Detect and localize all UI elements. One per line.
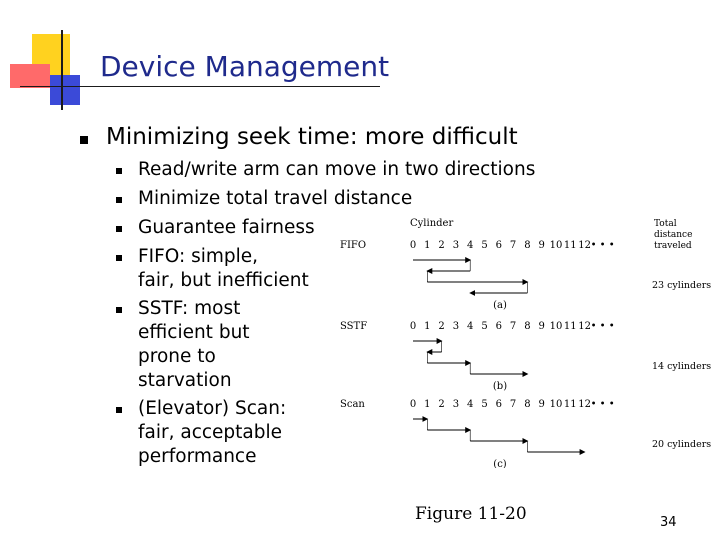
total-distance-header: distance bbox=[654, 230, 693, 240]
cylinder-number: • • • bbox=[590, 399, 615, 410]
main-bullet-text: Minimizing seek time: more difficult bbox=[106, 124, 518, 150]
total-distance-header: traveled bbox=[654, 241, 692, 251]
cylinder-number: 7 bbox=[509, 321, 517, 332]
panel-total-distance: 20 cylinders bbox=[652, 439, 712, 450]
panel-label: FIFO bbox=[340, 240, 367, 251]
bullet-marker bbox=[116, 407, 122, 413]
cylinder-number: 0 bbox=[409, 240, 417, 251]
cylinder-number: • • • bbox=[590, 321, 615, 332]
logo-vertical-line bbox=[61, 30, 63, 110]
panel-part-label: (c) bbox=[493, 459, 507, 468]
sub-bullet-continuation: fair, but inefficient bbox=[138, 270, 309, 291]
cylinder-number: 11 bbox=[563, 240, 577, 251]
sub-bullet-item: Guarantee fairness bbox=[138, 217, 315, 238]
sub-bullet-item: Minimize total travel distance bbox=[138, 188, 413, 209]
cylinder-number: 7 bbox=[509, 240, 517, 251]
logo-blue-square bbox=[50, 75, 80, 105]
cylinder-number: 2 bbox=[438, 321, 445, 332]
cylinder-header: Cylinder bbox=[410, 218, 454, 229]
cylinder-number: 11 bbox=[563, 399, 577, 410]
cylinder-number: 9 bbox=[538, 240, 545, 251]
panel-label: SSTF bbox=[340, 321, 368, 332]
sub-bullet-item: Read/write arm can move in two directions bbox=[138, 159, 536, 180]
cylinder-number: 5 bbox=[481, 240, 488, 251]
sub-bullet-continuation: starvation bbox=[138, 370, 232, 391]
sub-bullet-continuation: prone to bbox=[138, 346, 216, 367]
cylinder-number: 1 bbox=[424, 321, 431, 332]
cylinder-number: 9 bbox=[538, 321, 545, 332]
cylinder-number: 5 bbox=[481, 321, 488, 332]
cylinder-number: 12 bbox=[578, 321, 591, 332]
cylinder-number: 4 bbox=[467, 321, 474, 332]
panel-total-distance: 23 cylinders bbox=[652, 280, 712, 291]
cylinder-number: 4 bbox=[467, 240, 474, 251]
sub-bullet-item: FIFO: simple, bbox=[138, 246, 259, 267]
cylinder-number: 7 bbox=[509, 399, 517, 410]
logo-horizontal-line bbox=[20, 86, 380, 87]
total-distance-header: Total bbox=[654, 219, 677, 229]
panel-label: Scan bbox=[340, 399, 365, 410]
cylinder-number: 1 bbox=[424, 240, 431, 251]
sub-bullet-continuation: efficient but bbox=[138, 322, 250, 343]
cylinder-number: 3 bbox=[452, 240, 460, 251]
panel-total-distance: 14 cylinders bbox=[652, 361, 712, 372]
cylinder-number: 8 bbox=[524, 399, 531, 410]
cylinder-number: 0 bbox=[409, 321, 417, 332]
cylinder-number: 2 bbox=[438, 240, 445, 251]
bullet-marker bbox=[116, 197, 122, 203]
page-number: 34 bbox=[660, 515, 677, 530]
sub-bullet-item: (Elevator) Scan: bbox=[138, 398, 287, 419]
cylinder-number: 5 bbox=[481, 399, 488, 410]
cylinder-number: 6 bbox=[495, 240, 502, 251]
cylinder-number: • • • bbox=[590, 240, 615, 251]
cylinder-number: 8 bbox=[524, 321, 531, 332]
bullet-marker bbox=[116, 168, 122, 174]
cylinder-number: 11 bbox=[563, 321, 577, 332]
bullet-marker bbox=[116, 226, 122, 232]
cylinder-number: 12 bbox=[578, 240, 591, 251]
cylinder-number: 12 bbox=[578, 399, 591, 410]
cylinder-number: 10 bbox=[549, 321, 563, 332]
bullet-marker bbox=[80, 136, 88, 144]
figure-caption: Figure 11-20 bbox=[415, 504, 527, 524]
sub-bullet-continuation: fair, acceptable bbox=[138, 422, 283, 443]
cylinder-number: 2 bbox=[438, 399, 445, 410]
cylinder-number: 9 bbox=[538, 399, 545, 410]
bullet-marker bbox=[116, 255, 122, 261]
cylinder-number: 6 bbox=[495, 399, 502, 410]
cylinder-number: 10 bbox=[549, 399, 563, 410]
seek-diagram bbox=[330, 218, 720, 468]
cylinder-number: 0 bbox=[409, 399, 417, 410]
sub-bullet-item: SSTF: most bbox=[138, 298, 241, 319]
panel-part-label: (a) bbox=[493, 300, 507, 311]
cylinder-number: 1 bbox=[424, 399, 431, 410]
cylinder-number: 8 bbox=[524, 240, 531, 251]
cylinder-number: 10 bbox=[549, 240, 563, 251]
cylinder-number: 3 bbox=[452, 321, 460, 332]
slide-title: Device Management bbox=[100, 50, 390, 83]
panel-part-label: (b) bbox=[492, 381, 508, 392]
bullet-marker bbox=[116, 307, 122, 313]
cylinder-number: 6 bbox=[495, 321, 502, 332]
logo-red-square bbox=[10, 64, 50, 88]
cylinder-number: 3 bbox=[452, 399, 460, 410]
cylinder-number: 4 bbox=[467, 399, 474, 410]
sub-bullet-continuation: performance bbox=[138, 446, 257, 467]
